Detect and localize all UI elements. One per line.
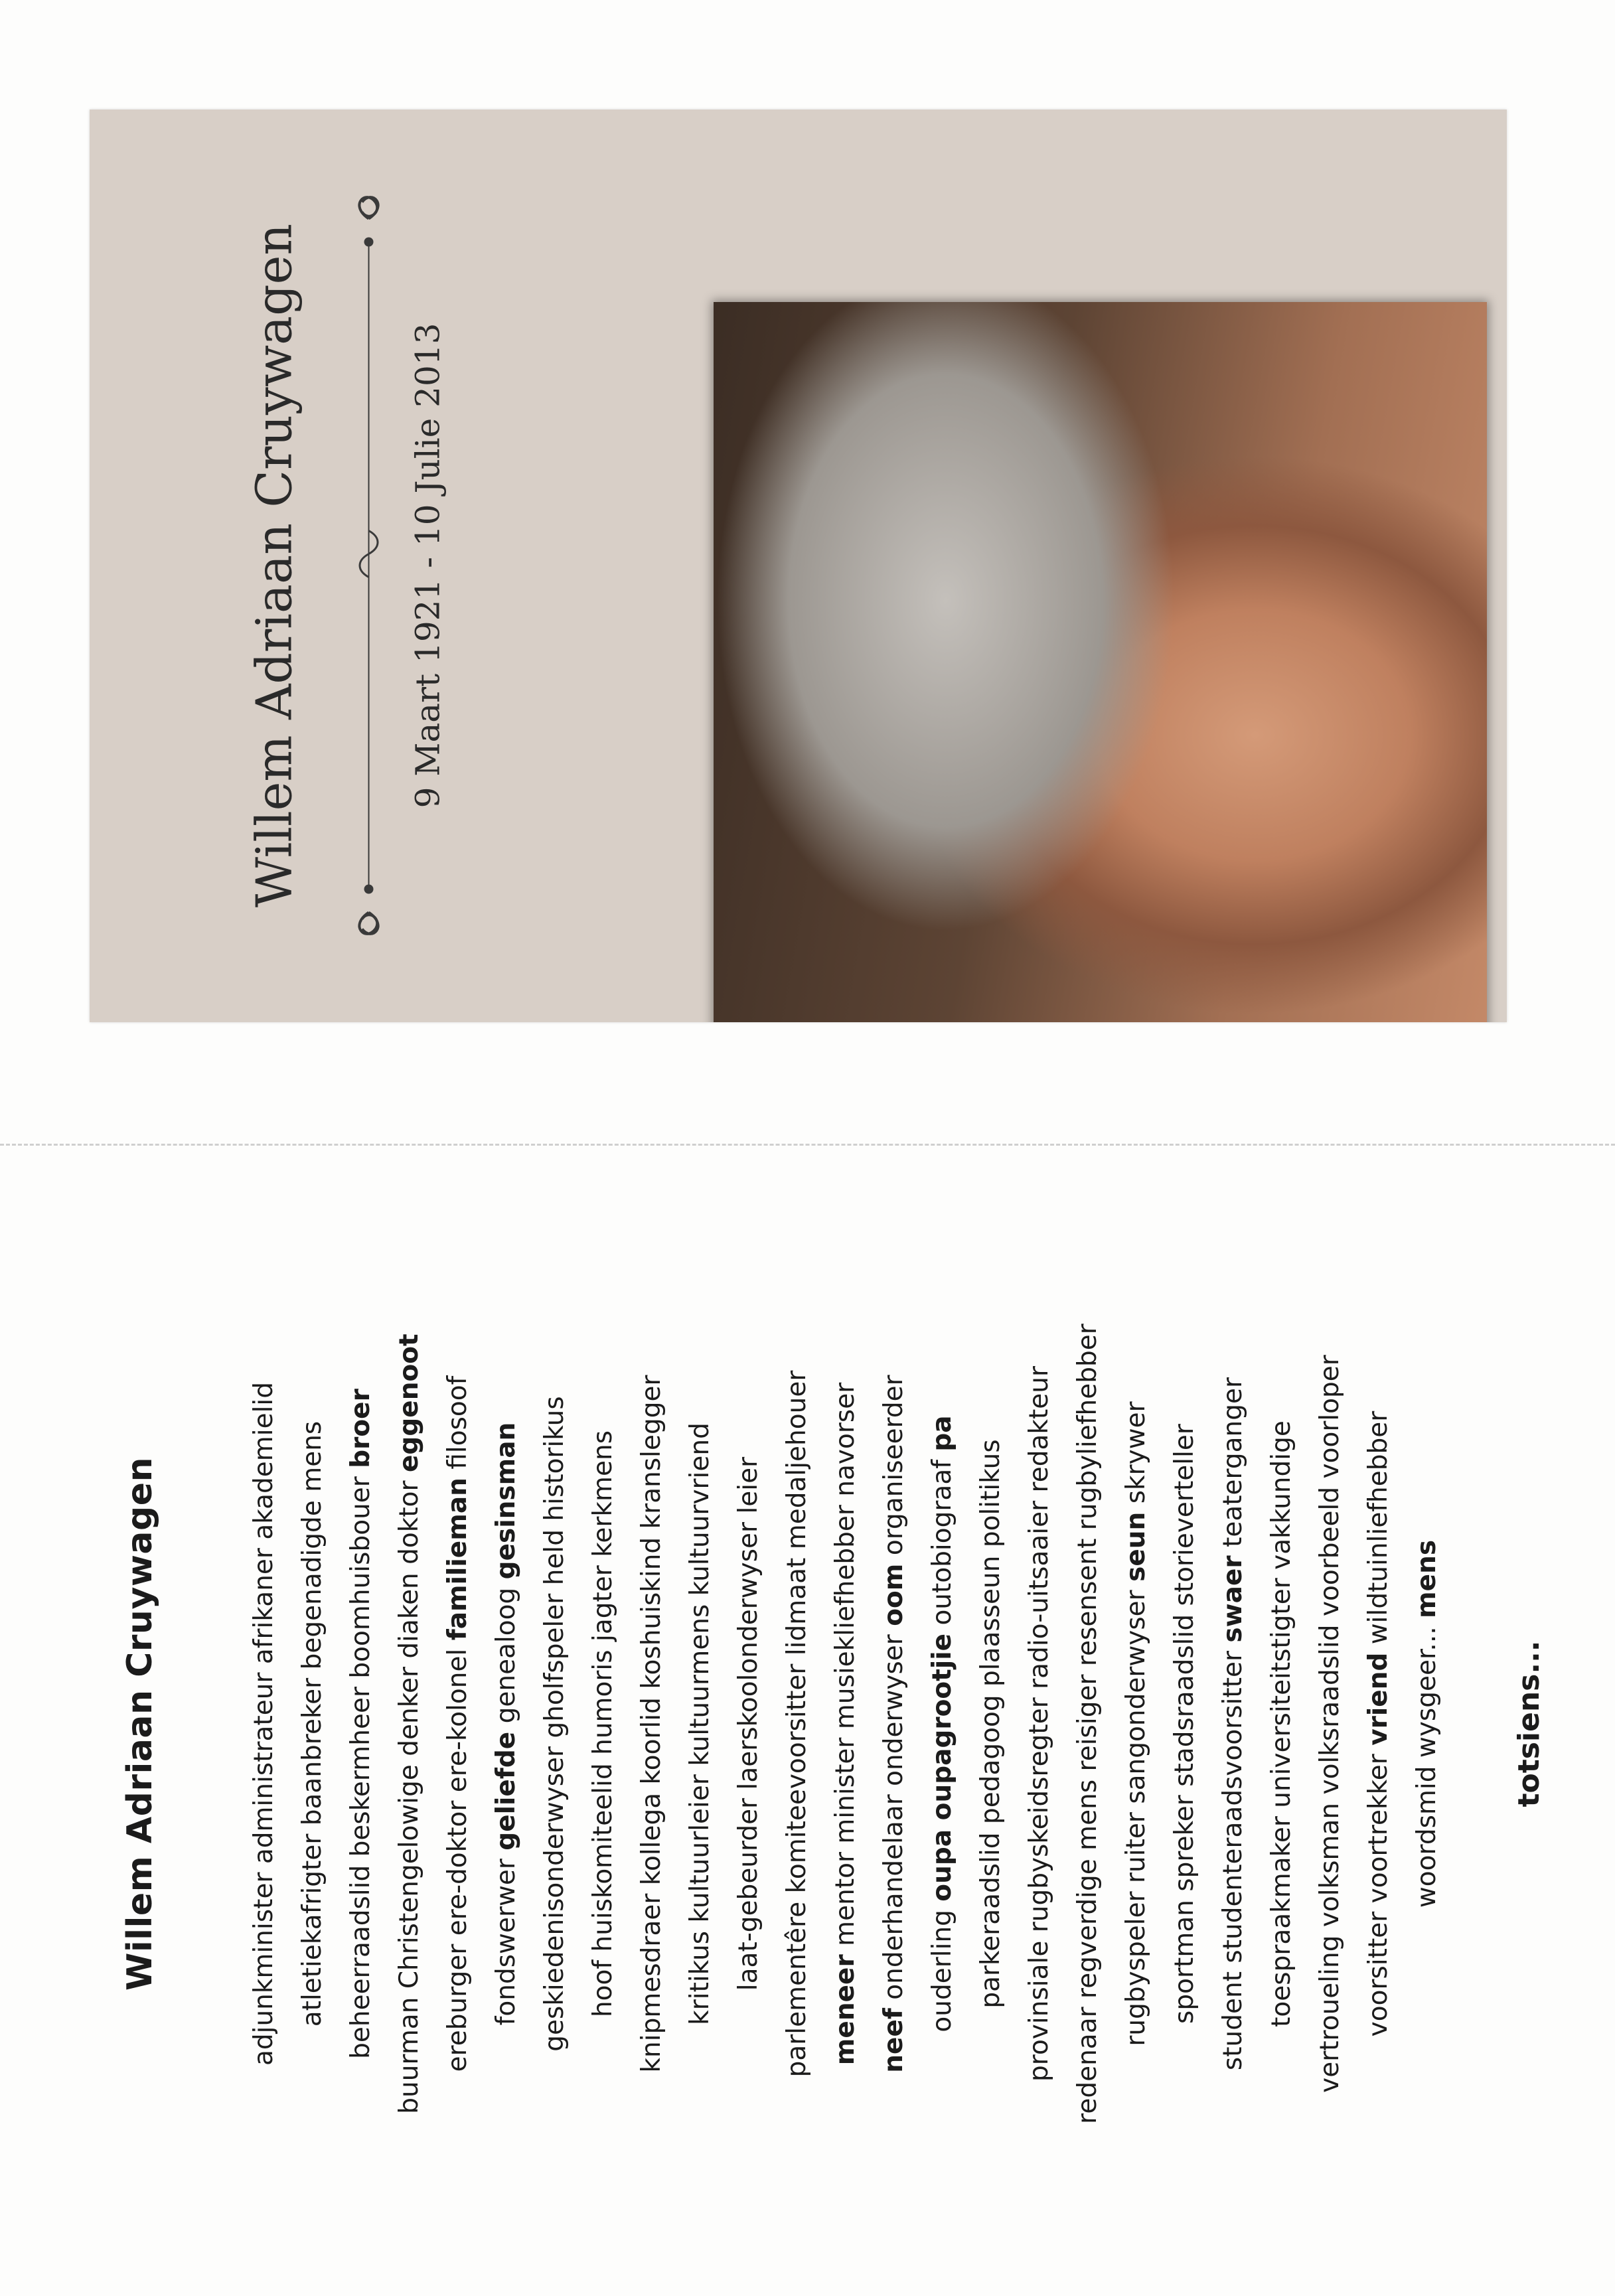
list-words: fondswerwer (491, 1850, 521, 2026)
list-words: rugbyspeler ruiter sangonderwyser (1121, 1581, 1151, 2046)
list-words: provinsiale rugbyskeidsregter radio-uitsaaier redakteur (1024, 1366, 1054, 2082)
list-line (530, 1143, 579, 2296)
list-words: atletiekafrigter baanbreker begenadigde mens (297, 1420, 327, 2027)
list-line (1403, 1143, 1451, 2296)
list-words: ereburger ere-doktor ere-kolonel (443, 1640, 473, 2072)
list-line (1354, 1143, 1403, 2296)
list-line (821, 1143, 870, 2296)
list-words: ouderling (927, 1901, 957, 2032)
list-line (1306, 1143, 1354, 2296)
cover-dates: 9 Maart 1921 - 10 Julie 2013 (408, 323, 447, 808)
portrait-photo (714, 302, 1487, 1022)
list-line (918, 1143, 966, 2296)
list-word-bold: seun (1121, 1511, 1151, 1582)
list-words: knipmesdraer kollega koorlid koshuiskind kranslegger (637, 1375, 666, 2073)
list-word-bold: gesinsman (491, 1422, 521, 1580)
list-line (724, 1143, 773, 2296)
list-word-bold: vriend (1363, 1652, 1393, 1746)
list-line (1209, 1143, 1257, 2296)
cover-name: Willem Adriaan Cruywagen (246, 223, 303, 908)
list-words: laat-gebeurder laerskoolonderwyser leier (733, 1456, 763, 1991)
list-line (773, 1143, 821, 2296)
list-words: outobiograaf (927, 1451, 957, 1634)
list-word-bold: oom (879, 1563, 909, 1626)
list-line (385, 1143, 433, 2296)
list-word-bold: mens (1412, 1539, 1442, 1618)
word-list (240, 1143, 1451, 2296)
list-words: redenaar regverdige mens reisiger resensent rugbyliefhebber (1073, 1324, 1103, 2124)
list-line (288, 1143, 337, 2296)
list-words: hoof huiskomiteelid humoris jagter kerkmens (588, 1430, 618, 2018)
list-words: filosoof (443, 1375, 473, 1478)
list-line (966, 1143, 1015, 2296)
list-words: buurman Christengelowige denker diaken doktor (394, 1472, 424, 2114)
list-title: Willem Adriaan Cruywagen (120, 1457, 160, 1991)
list-word-bold: swaer (1218, 1555, 1248, 1643)
list-line (1112, 1143, 1160, 2296)
list-line (1015, 1143, 1063, 2296)
list-words: wildtuinliefhebber (1363, 1411, 1393, 1653)
list-word-bold: pa (927, 1415, 957, 1452)
list-line (676, 1143, 724, 2296)
list-words: geskiedenisonderwyser gholfspeler held historikus (540, 1396, 570, 2052)
list-line (433, 1143, 482, 2296)
list-words: student studenteraadsvoorsitter (1218, 1642, 1248, 2071)
list-panel (44, 1143, 1571, 2296)
list-word-bold: neef (879, 2008, 909, 2073)
list-words: vertroueling volksman volksraadslid voorbeeld voorloper (1315, 1355, 1345, 2093)
list-words: kritikus kultuurleier kultuurmens kultuurvriend (685, 1422, 715, 2025)
list-words: onderhandelaar onderwyser (879, 1626, 909, 2009)
list-line (482, 1143, 530, 2296)
list-word-bold: familieman (443, 1478, 473, 1641)
list-line (1063, 1143, 1112, 2296)
list-words: adjunkminister administrateur afrikaner akademielid (249, 1381, 279, 2066)
scroll-divider-icon (339, 110, 399, 1022)
list-words: woordsmid wysgeer... (1412, 1618, 1442, 1908)
list-words: mentor minister musiekliefhebber navorser (830, 1382, 860, 1955)
list-words: parkeraadslid pedagoog plaasseun politikus (976, 1439, 1006, 2009)
list-words: skrywer (1121, 1401, 1151, 1512)
list-line (240, 1143, 288, 2296)
list-line (1160, 1143, 1209, 2296)
list-word-bold: oupa oupagrootjie (927, 1633, 957, 1902)
list-words: toespraakmaker universiteitstigter vakkundige (1267, 1420, 1296, 2027)
list-line (1257, 1143, 1306, 2296)
list-words: voorsitter voortrekker (1363, 1745, 1393, 2037)
list-line (579, 1143, 627, 2296)
farewell-text: totsiens... (1512, 1640, 1546, 1807)
list-line (627, 1143, 676, 2296)
list-words: parlementêre komiteevoorsitter lidmaat medaljehouer (782, 1370, 812, 2078)
list-words: organiseerder (879, 1375, 909, 1564)
list-words: beheerraadslid beskermheer boomhuisbouer (346, 1468, 376, 2059)
list-word-bold: meneer (830, 1954, 860, 2066)
list-line (870, 1143, 918, 2296)
cover-panel (90, 110, 1507, 1022)
list-word-bold: geliefde (491, 1731, 521, 1851)
list-words: teaterganger (1218, 1377, 1248, 1556)
list-word-bold: broer (346, 1389, 376, 1468)
list-word-bold: eggenoot (394, 1334, 424, 1473)
list-words: sportman spreker stadsraadslid storieverteller (1170, 1424, 1199, 2024)
list-line (337, 1143, 385, 2296)
list-words: genealoog (491, 1579, 521, 1732)
